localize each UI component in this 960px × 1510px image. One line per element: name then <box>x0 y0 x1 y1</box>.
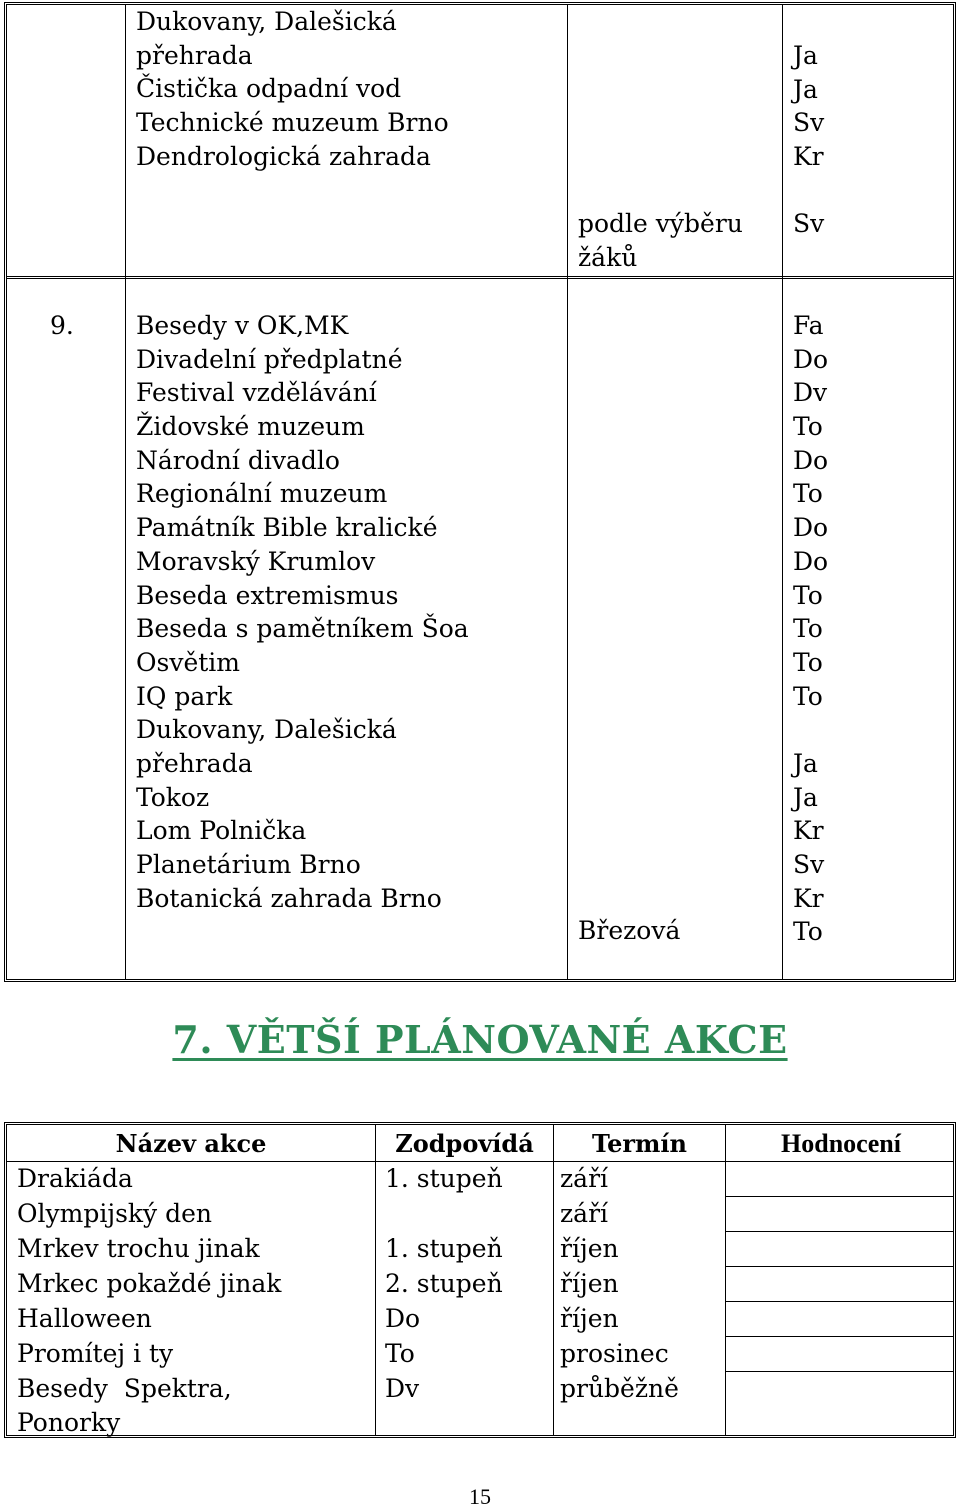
teacher-code: Sv <box>793 209 825 238</box>
event-name: Promítej i ty <box>17 1339 174 1368</box>
activity-item: přehrada <box>136 748 253 778</box>
teacher-code: Fa <box>793 311 824 340</box>
event-responsible: 1. stupeň <box>385 1164 503 1193</box>
event-term: říjen <box>560 1234 619 1263</box>
teacher-code: Ja <box>793 782 818 812</box>
activity-item: Divadelní předplatné <box>136 344 403 374</box>
page-number: 15 <box>469 1484 491 1509</box>
teacher-code: To <box>793 647 823 677</box>
event-term: září <box>560 1199 609 1228</box>
row-divider <box>725 1231 953 1232</box>
header-event-name: Název akce <box>115 1129 267 1158</box>
teacher-code: To <box>793 412 823 442</box>
activity-item: Čistička odpadní vod <box>136 74 402 104</box>
teacher-code: Kr <box>793 883 824 913</box>
event-responsible: 1. stupeň <box>385 1234 503 1263</box>
event-name: Drakiáda <box>17 1164 133 1193</box>
activity-item: IQ park <box>136 681 233 711</box>
teacher-code: To <box>793 479 823 509</box>
responsible-name: Březová <box>578 916 681 945</box>
event-term: říjen <box>560 1304 619 1333</box>
teacher-code: Do <box>793 445 829 475</box>
header-responsible: Zodpovídá <box>395 1129 534 1158</box>
events-table <box>4 1122 956 1438</box>
teacher-code: Ja <box>793 748 818 778</box>
activity-item: Technické muzeum Brno <box>136 108 449 138</box>
row8-activity-list <box>136 5 449 173</box>
teacher-code: Sv <box>793 108 825 138</box>
event-term: září <box>560 1164 609 1193</box>
activity-item: Osvětim <box>136 647 240 677</box>
teacher-code: To <box>793 917 823 947</box>
teacher-code: Do <box>793 513 829 543</box>
teacher-code: Ja <box>793 74 818 104</box>
teacher-code: Ja <box>793 41 818 70</box>
row-divider <box>725 1371 953 1372</box>
row-divider <box>725 1196 953 1197</box>
column-divider <box>125 5 126 979</box>
row8-responsible <box>578 207 743 274</box>
event-name: Mrkec pokaždé jinak <box>17 1269 282 1298</box>
event-name-continuation: Ponorky <box>17 1408 121 1437</box>
teacher-code: Do <box>793 546 829 576</box>
activity-item: Dendrologická zahrada <box>136 141 431 171</box>
activity-item: Beseda extremismus <box>136 580 399 610</box>
column-divider <box>567 5 568 979</box>
column-divider <box>375 1125 376 1435</box>
activity-item: Planetárium Brno <box>136 850 361 879</box>
activity-item: Beseda s pamětníkem Šoa <box>136 614 469 644</box>
teacher-code: To <box>793 580 823 610</box>
row-number: 9. <box>50 311 74 340</box>
event-name: Besedy Spektra, <box>17 1374 232 1403</box>
activity-item: Besedy v OK,MK <box>136 311 349 340</box>
column-divider <box>782 5 783 979</box>
event-term: říjen <box>560 1269 619 1298</box>
row-divider <box>7 276 953 279</box>
row9-code-list <box>793 309 828 949</box>
event-term: prosinec <box>560 1339 669 1368</box>
event-term: průběžně <box>560 1374 679 1403</box>
activity-item: Národní divadlo <box>136 445 340 475</box>
column-divider <box>725 1125 726 1435</box>
activity-item: přehrada <box>136 40 253 70</box>
activity-item: Dukovany, Dalešická <box>136 7 397 36</box>
activity-item: Lom Polnička <box>136 816 307 846</box>
teacher-code <box>793 713 828 747</box>
activity-item: Židovské muzeum <box>136 412 365 442</box>
activity-item: Tokoz <box>136 782 210 812</box>
row9-activity-list <box>136 309 469 915</box>
event-name: Mrkev trochu jinak <box>17 1234 260 1263</box>
event-responsible: 2. stupeň <box>385 1269 503 1298</box>
responsible-line: žáků <box>578 242 638 272</box>
activity-item: Dukovany, Dalešická <box>136 715 397 745</box>
header-term: Termín <box>592 1129 687 1158</box>
event-responsible: To <box>385 1339 415 1368</box>
row-divider <box>725 1266 953 1267</box>
activity-item: Botanická zahrada Brno <box>136 883 442 913</box>
header-rating: Hodnocení <box>781 1129 901 1158</box>
activity-item: Regionální muzeum <box>136 479 388 509</box>
event-name: Olympijský den <box>17 1199 213 1228</box>
row-divider <box>725 1336 953 1337</box>
activity-item: Festival vzdělávání <box>136 378 377 408</box>
teacher-code: To <box>793 681 823 711</box>
section-heading: 7. VĚTŠÍ PLÁNOVANÉ AKCE <box>172 1017 788 1062</box>
activity-item: Moravský Krumlov <box>136 546 376 576</box>
activity-item: Památník Bible kralické <box>136 513 438 543</box>
event-responsible: Do <box>385 1304 421 1333</box>
column-divider <box>553 1125 554 1435</box>
row-divider <box>725 1301 953 1302</box>
row8-code-list <box>793 39 824 174</box>
teacher-code: Kr <box>793 142 824 172</box>
event-responsible: Dv <box>385 1374 420 1403</box>
teacher-code: Do <box>793 344 829 374</box>
teacher-code: Dv <box>793 378 828 408</box>
teacher-code: Sv <box>793 850 825 879</box>
teacher-code: To <box>793 614 823 644</box>
teacher-code: Kr <box>793 816 824 846</box>
responsible-line: podle výběru <box>578 209 743 238</box>
event-name: Halloween <box>17 1304 152 1333</box>
